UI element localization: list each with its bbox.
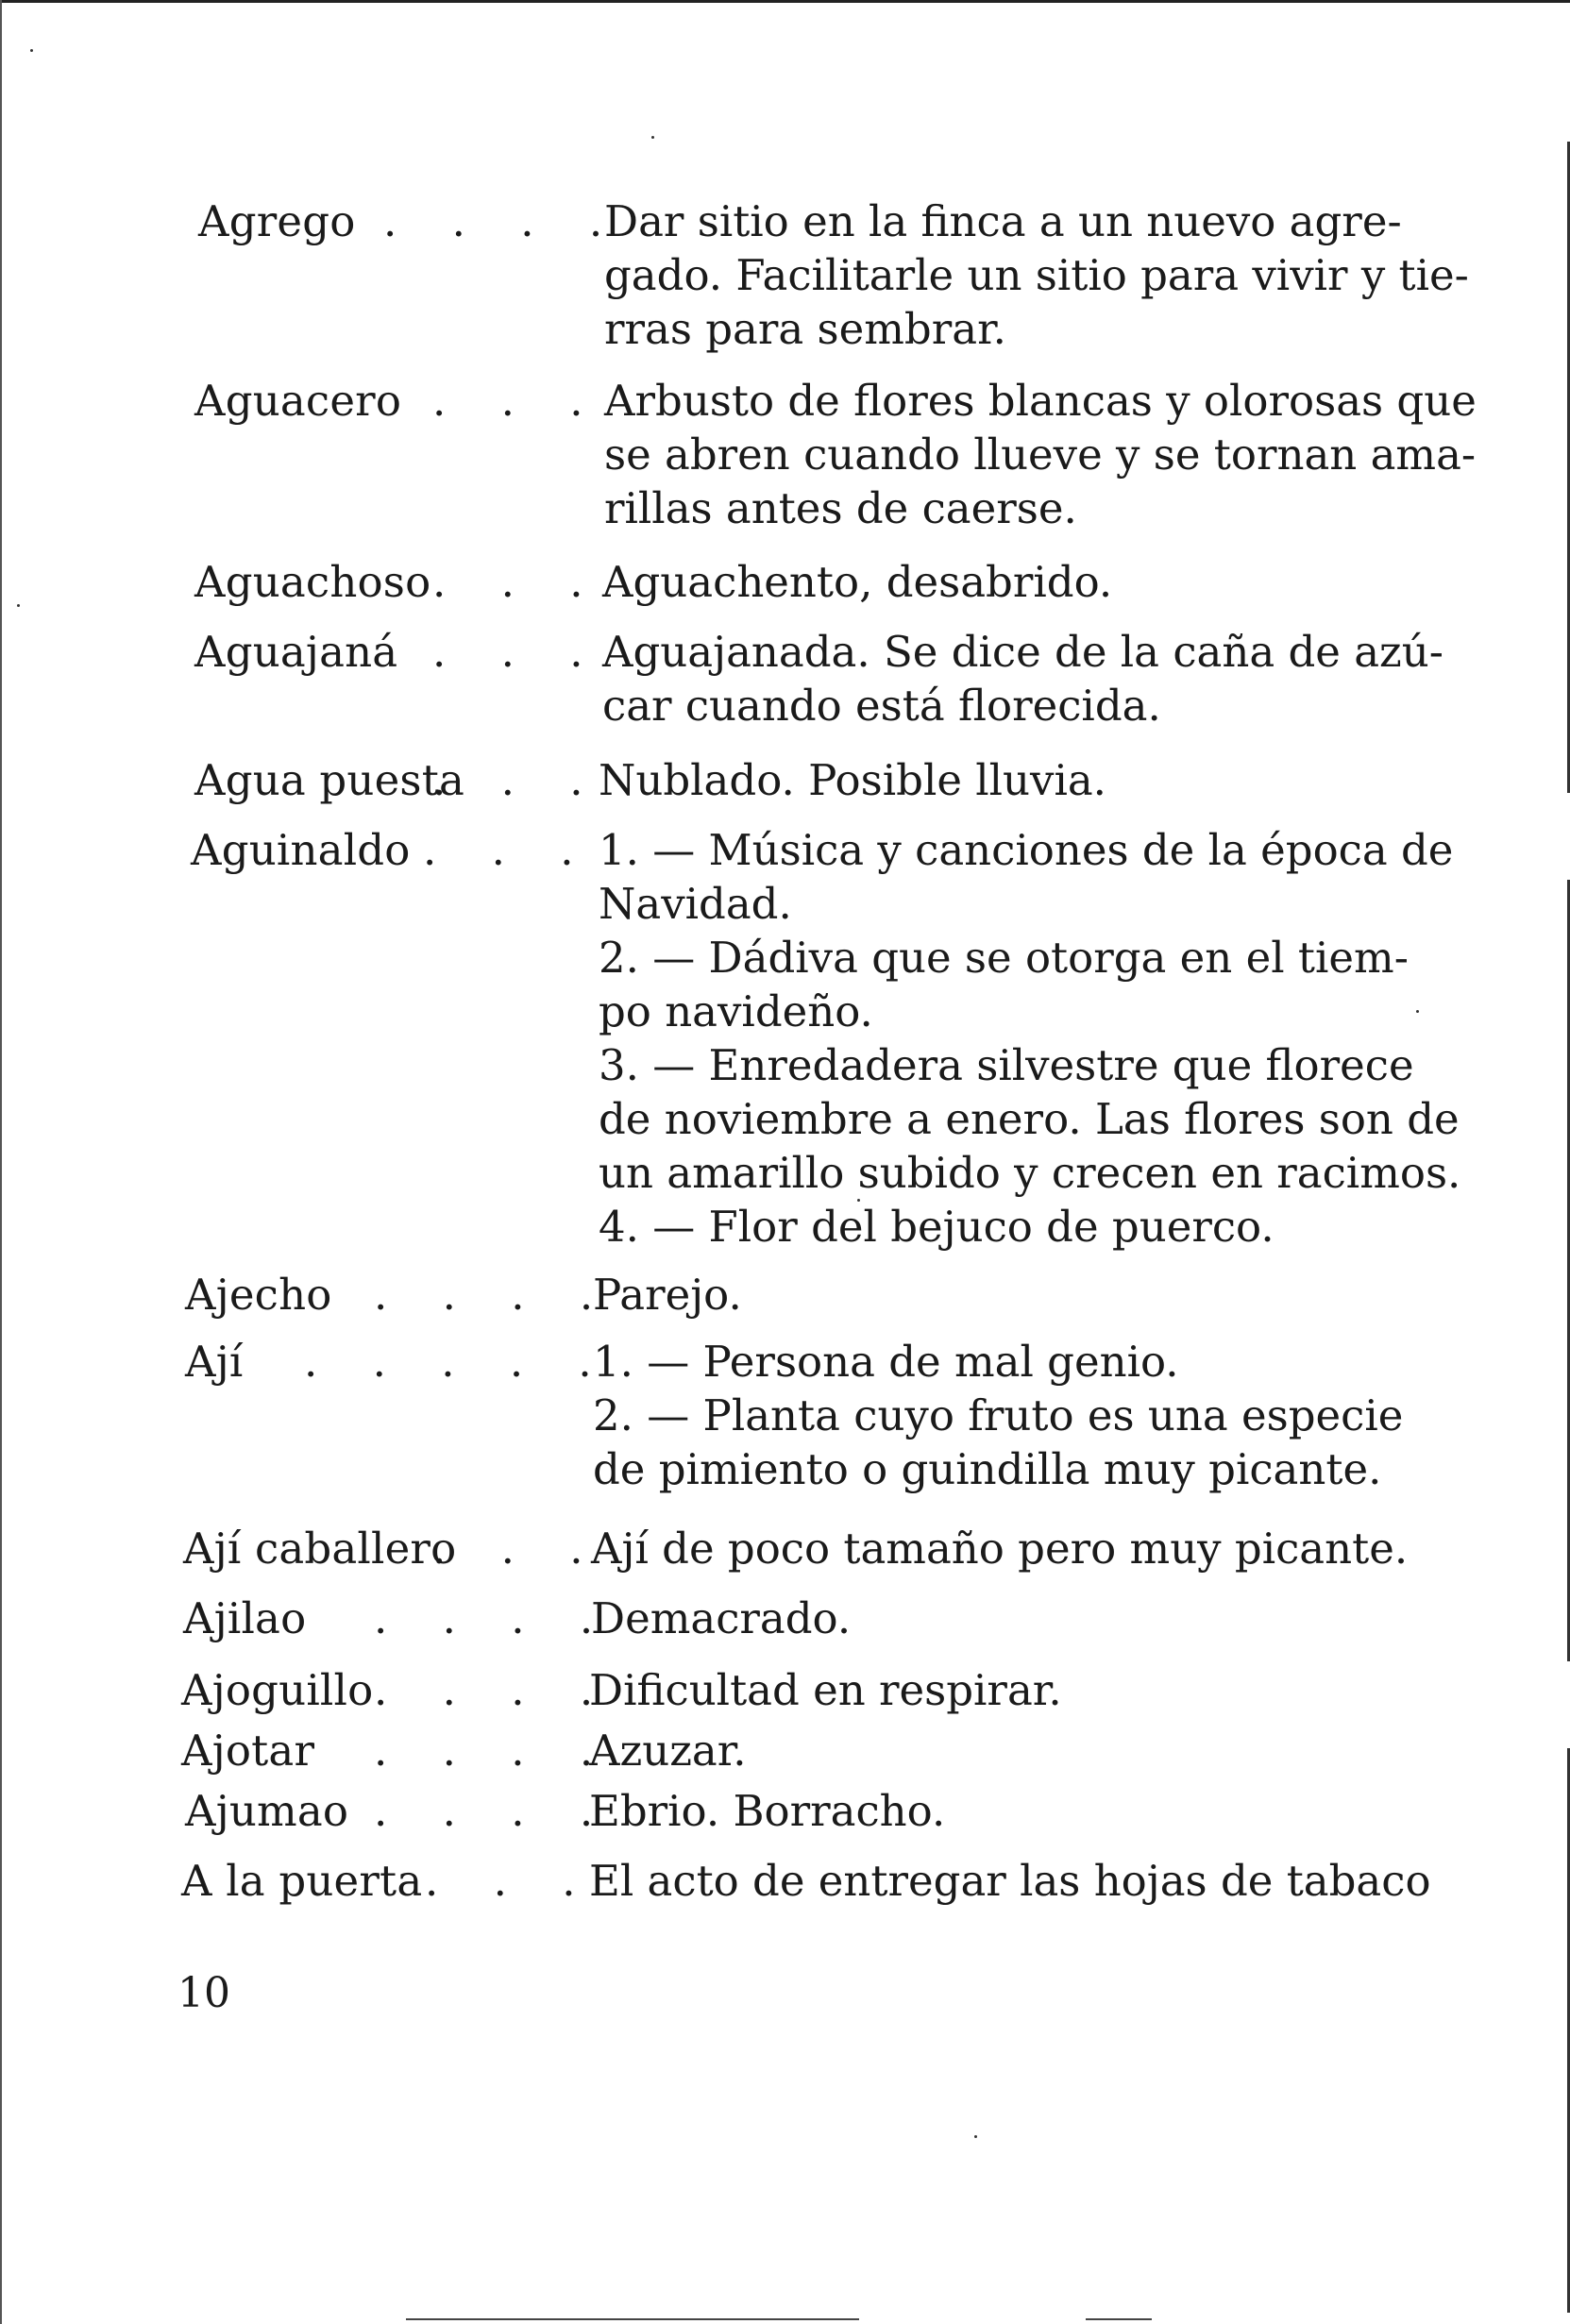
entry-leader-dots: . . . — [432, 557, 604, 607]
entry-definition — [589, 1784, 945, 1838]
definition-line: 2. — Dádiva que se otorga en el tiem- — [599, 933, 1409, 983]
definition-line: 1. — Persona de mal genio. — [593, 1337, 1179, 1387]
definition-line: Arbusto de flores blancas y olorosas que — [604, 376, 1477, 426]
entry-term: Agua puesta — [194, 755, 465, 805]
entry-term: Ajoguillo — [181, 1665, 374, 1715]
entry-definition — [602, 555, 1112, 609]
entry-leader-dots: . . . . — [374, 1665, 615, 1715]
entry-term: Ajecho — [185, 1270, 332, 1320]
entry-definition — [593, 1268, 742, 1322]
entry-term: Ají caballero — [183, 1524, 457, 1574]
definition-line: un amarillo subido y crecen en racimos. — [599, 1148, 1461, 1198]
entry-term: Ajilao — [183, 1593, 307, 1643]
definition-line: car cuando está florecida. — [602, 681, 1161, 731]
definition-line: Parejo. — [593, 1270, 742, 1320]
entry-definition — [591, 1591, 851, 1645]
entry-leader-dots: . . . . — [374, 1270, 615, 1320]
entry-leader-dots: . . . — [425, 1856, 597, 1906]
entry-leader-dots: . . . . — [383, 196, 624, 246]
definition-line: Ají de poco tamaño pero muy picante. — [591, 1524, 1409, 1574]
entry-definition — [589, 1724, 747, 1777]
definition-line: Ebrio. Borracho. — [589, 1786, 946, 1836]
definition-line: 2. — Planta cuyo fruto es una especie — [593, 1390, 1404, 1440]
entry-leader-dots: . . . . — [374, 1726, 615, 1776]
entry-leader-dots: . . . — [432, 1524, 604, 1574]
entry-term: Aguinaldo — [191, 825, 411, 875]
entry-leader-dots: . . . . — [374, 1593, 615, 1643]
entry-term: A la puerta — [181, 1856, 423, 1906]
definition-line: El acto de entregar las hojas de tabaco — [589, 1856, 1431, 1906]
definition-line: 3. — Enredadera silvestre que florece — [599, 1040, 1414, 1090]
entry-definition — [589, 1663, 1062, 1717]
scan-speck — [30, 49, 33, 52]
entry-definition — [599, 823, 1460, 1254]
entry-definition — [589, 1854, 1431, 1908]
definition-line: de noviembre a enero. Las flores son de — [599, 1094, 1460, 1144]
definition-line: Dar sitio en la finca a un nuevo agre- — [604, 196, 1402, 246]
entry-definition — [593, 1335, 1403, 1496]
entry-leader-dots: . . . . — [374, 1786, 615, 1836]
definition-line: po navideño. — [599, 986, 873, 1036]
entry-term: Ají — [185, 1337, 244, 1387]
definition-line: Navidad. — [599, 879, 792, 929]
entry-term: Ajumao — [185, 1786, 349, 1836]
definition-line: Dificultad en respirar. — [589, 1665, 1062, 1715]
entry-term: Ajotar — [181, 1726, 315, 1776]
definition-line: Demacrado. — [591, 1593, 852, 1643]
scan-speck — [651, 136, 654, 139]
entry-leader-dots: . . . — [432, 755, 604, 805]
entry-leader-dots: . . . . . — [304, 1337, 613, 1387]
entry-leader-dots: . . . — [423, 825, 595, 875]
definition-line: rillas antes de caerse. — [604, 483, 1077, 533]
definition-line: se abren cuando llueve y se tornan ama- — [604, 429, 1477, 480]
entry-term: Aguachoso — [194, 557, 431, 607]
scan-edge-bottom-mark — [1086, 2318, 1152, 2320]
definition-line: Azuzar. — [589, 1726, 747, 1776]
scan-speck — [974, 2135, 977, 2138]
page-number: 10 — [177, 1969, 230, 2017]
entry-leader-dots: . . . — [432, 376, 604, 426]
entry-term: Aguajaná — [194, 627, 398, 677]
definition-line: Nublado. Posible lluvia. — [599, 755, 1106, 805]
entry-definition — [602, 625, 1443, 733]
entry-definition — [599, 753, 1106, 807]
definition-line: Aguajanada. Se dice de la caña de azú- — [602, 627, 1443, 677]
entry-leader-dots: . . . — [432, 627, 604, 677]
entry-definition — [604, 374, 1477, 535]
definition-line: Aguachento, desabrido. — [602, 557, 1113, 607]
entry-definition — [604, 194, 1469, 356]
definition-line: 4. — Flor del bejuco de puerco. — [599, 1202, 1275, 1252]
definition-line: gado. Facilitarle un sitio para vivir y tie- — [604, 250, 1469, 300]
entry-term: Agrego — [198, 196, 356, 246]
definition-line: rras para sembrar. — [604, 304, 1006, 354]
scan-edge-bottom — [406, 2318, 859, 2320]
scan-edge-left — [0, 0, 2, 2324]
scan-speck — [17, 604, 20, 607]
entry-term: Aguacero — [194, 376, 402, 426]
definition-line: 1. — Música y canciones de la época de — [599, 825, 1454, 875]
entry-definition — [591, 1522, 1408, 1575]
definition-line: de pimiento o guindilla muy picante. — [593, 1444, 1382, 1494]
scan-edge-top — [0, 0, 1570, 3]
